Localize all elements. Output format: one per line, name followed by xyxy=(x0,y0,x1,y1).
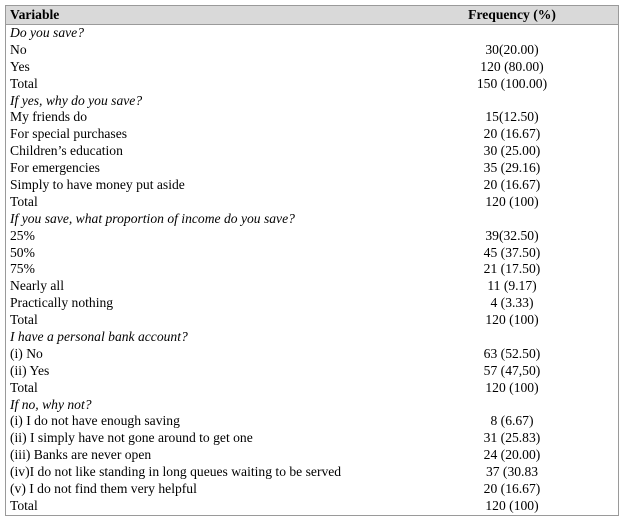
frequency-cell: 57 (47,50) xyxy=(483,362,541,378)
frequency-cell: 31 (25.83) xyxy=(483,430,541,446)
section-question: Do you save? xyxy=(10,25,84,40)
frequency-cell: 20 (16.67) xyxy=(483,177,541,193)
table-row xyxy=(6,363,618,380)
table-row xyxy=(6,498,618,515)
table-row xyxy=(6,42,618,59)
frequency-cell: 24 (20.00) xyxy=(483,447,541,463)
table-row xyxy=(6,481,618,498)
variable-cell: No xyxy=(10,41,27,57)
frequency-cell: 120 (100) xyxy=(485,497,539,513)
variable-cell: Children’s education xyxy=(10,143,123,159)
table-row xyxy=(6,447,618,464)
variable-cell: Total xyxy=(10,497,38,513)
table-row xyxy=(6,413,618,430)
section-heading-row xyxy=(6,397,618,414)
variable-cell: My friends do xyxy=(10,109,88,125)
variable-cell: Total xyxy=(10,379,38,395)
table-row xyxy=(6,245,618,262)
frequency-cell: 20 (16.67) xyxy=(483,126,541,142)
table-row xyxy=(6,261,618,278)
frequency-cell: 39(32.50) xyxy=(485,227,539,243)
section-heading-row xyxy=(6,211,618,228)
variable-cell: 75% xyxy=(10,261,35,277)
section-heading-row xyxy=(6,93,618,110)
frequency-cell: 30 (25.00) xyxy=(483,143,541,159)
variable-cell: Nearly all xyxy=(10,278,64,294)
variable-cell: Practically nothing xyxy=(10,295,114,311)
table-header xyxy=(6,6,618,25)
section-question: If yes, why do you save? xyxy=(10,92,143,108)
frequency-cell: 45 (37.50) xyxy=(483,244,541,260)
table-row xyxy=(6,312,618,329)
section-question: If you save, what proportion of income do you save? xyxy=(10,210,295,226)
section-heading-row xyxy=(6,329,618,346)
frequency-cell: 8 (6.67) xyxy=(490,413,534,429)
variable-cell: (iv)I do not like standing in long queues waiting to be served xyxy=(10,464,342,480)
section-heading-row xyxy=(6,25,618,42)
section-question: I have a personal bank account? xyxy=(10,329,188,345)
variable-cell: (iii) Banks are never open xyxy=(10,447,152,463)
frequency-cell: 15(12.50) xyxy=(485,109,539,125)
table-row xyxy=(6,143,618,160)
variable-cell: For special purchases xyxy=(10,126,128,142)
table-body xyxy=(6,25,618,515)
table-row xyxy=(6,278,618,295)
table-row xyxy=(6,464,618,481)
frequency-cell: 20 (16.67) xyxy=(483,481,541,497)
variable-cell: 50% xyxy=(10,244,35,260)
variable-cell: (ii) Yes xyxy=(10,362,50,378)
frequency-cell: 63 (52.50) xyxy=(483,345,541,361)
variable-cell: Total xyxy=(10,75,38,91)
variable-cell: For emergencies xyxy=(10,160,100,176)
table-row xyxy=(6,228,618,245)
table-row xyxy=(6,160,618,177)
table-row xyxy=(6,59,618,76)
table-row xyxy=(6,194,618,211)
frequency-column-header: Frequency (%) xyxy=(468,7,556,22)
table-row xyxy=(6,346,618,363)
frequency-cell: 35 (29.16) xyxy=(483,160,541,176)
frequency-cell: 120 (100) xyxy=(485,379,539,395)
table-row xyxy=(6,126,618,143)
variable-cell: Total xyxy=(10,193,38,209)
frequency-cell: 120 (100) xyxy=(485,193,539,209)
variable-cell: Total xyxy=(10,312,38,328)
table-row xyxy=(6,295,618,312)
frequency-cell: 37 (30.83 xyxy=(485,464,539,480)
variable-cell: (i) No xyxy=(10,345,43,361)
table-row xyxy=(6,109,618,126)
survey-table xyxy=(5,5,619,516)
table-row xyxy=(6,430,618,447)
frequency-cell: 120 (80.00) xyxy=(480,58,544,74)
section-question: If no, why not? xyxy=(10,396,92,412)
variable-cell: Simply to have money put aside xyxy=(10,177,185,193)
table-row xyxy=(6,177,618,194)
variable-cell: (ii) I simply have not gone around to get one xyxy=(10,430,253,446)
variable-cell: Yes xyxy=(10,58,30,74)
variable-cell: (i) I do not have enough saving xyxy=(10,413,180,429)
variable-column-header: Variable xyxy=(10,7,60,22)
frequency-cell: 150 (100.00) xyxy=(476,75,548,91)
frequency-cell: 4 (3.33) xyxy=(490,295,534,311)
frequency-cell: 120 (100) xyxy=(485,312,539,328)
variable-cell: 25% xyxy=(10,227,35,243)
frequency-cell: 11 (9.17) xyxy=(487,278,537,294)
table-row xyxy=(6,380,618,397)
frequency-cell: 21 (17.50) xyxy=(483,261,541,277)
table-row xyxy=(6,76,618,93)
variable-cell: (v) I do not find them very helpful xyxy=(10,481,197,497)
frequency-cell: 30(20.00) xyxy=(485,41,539,57)
